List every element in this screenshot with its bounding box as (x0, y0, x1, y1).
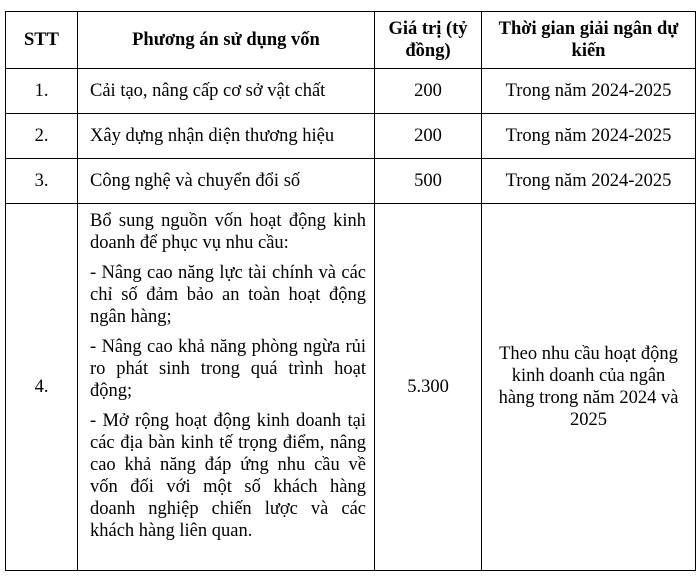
table-row (6, 69, 696, 114)
row-value: 200 (375, 69, 482, 114)
row-stt: 4. (6, 204, 78, 571)
row-value: 200 (375, 114, 482, 159)
row-plan (78, 204, 375, 571)
row-stt: 1. (6, 69, 78, 114)
row-time: Trong năm 2024-2025 (482, 69, 696, 114)
plan-item: - Nâng cao khả năng phòng ngừa rủi ro phát sinh trong quá trình hoạt động; (90, 337, 366, 401)
row-stt: 3. (6, 159, 78, 204)
header-time: Thời gian giải ngân dự kiến (482, 12, 696, 69)
row-time: Trong năm 2024-2025 (482, 159, 696, 204)
header-value: Giá trị (tỷ đồng) (375, 12, 482, 69)
header-plan: Phương án sử dụng vốn (78, 12, 375, 69)
table-row (6, 114, 696, 159)
row-value: 500 (375, 159, 482, 204)
table-row (6, 159, 696, 204)
header-row (6, 12, 696, 69)
plan-item: - Mở rộng hoạt động kinh doanh tại các địa bàn kinh tế trọng điểm, nâng cao khả năng đáp ứng nhu cầu về vốn đối với một số khách hàng doanh nghiệp chiến lược và các khách hàng liên quan. (90, 411, 366, 541)
plan-intro: Bổ sung nguồn vốn hoạt động kinh doanh để phục vụ nhu cầu: (90, 211, 366, 253)
row-time: Trong năm 2024-2025 (482, 114, 696, 159)
row-plan: Công nghệ và chuyển đổi số (78, 159, 375, 204)
row-plan: Xây dựng nhận diện thương hiệu (78, 114, 375, 159)
capital-usage-table (5, 11, 696, 571)
header-stt: STT (6, 12, 78, 69)
plan-item: - Nâng cao năng lực tài chính và các chỉ số đảm bảo an toàn hoạt động ngân hàng; (90, 263, 366, 327)
row-plan: Cải tạo, nâng cấp cơ sở vật chất (78, 69, 375, 114)
table-row (6, 204, 696, 571)
row-time: Theo nhu cầu hoạt động kinh doanh của ngân hàng trong năm 2024 và 2025 (482, 204, 696, 571)
row-stt: 2. (6, 114, 78, 159)
row-value: 5.300 (375, 204, 482, 571)
